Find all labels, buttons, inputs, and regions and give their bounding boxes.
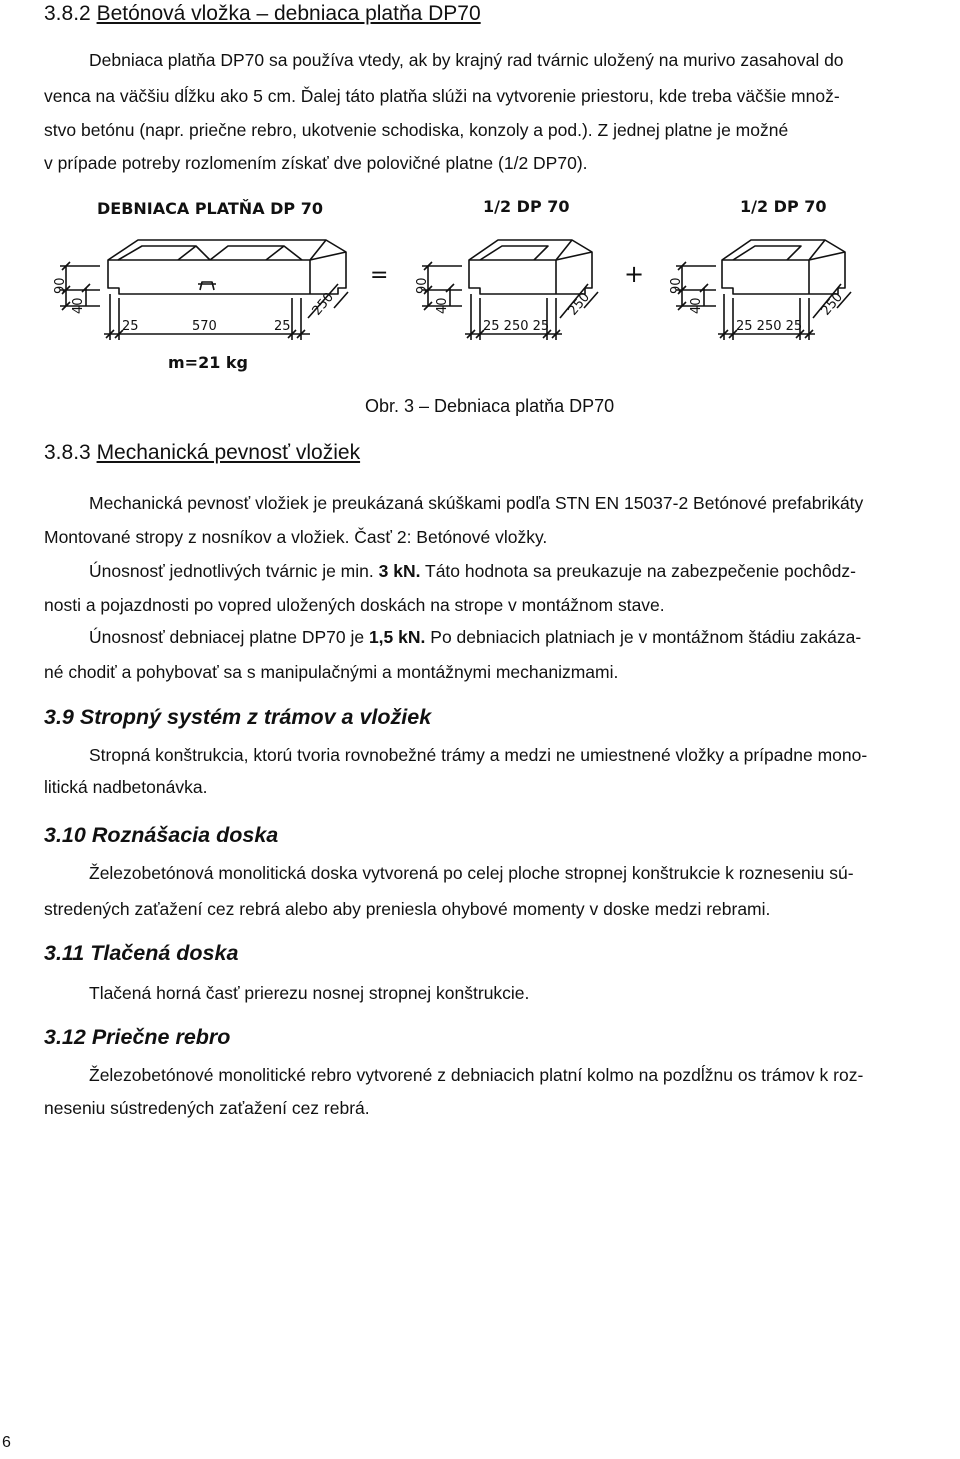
dim-bottom: 25 250 25	[736, 319, 803, 334]
paragraph-line: v prípade potreby rozlomením získať dve polovičné platne (1/2 DP70).	[44, 153, 588, 173]
page-number: 6	[2, 1434, 11, 1451]
paragraph-line: Železobetónová monolitická doska vytvorená po celej ploche stropnej konštrukcie k rozneseniu sú-	[89, 863, 854, 883]
paragraph-line	[89, 621, 861, 654]
dim-width: 250	[309, 289, 338, 319]
paragraph-line: Debniaca platňa DP70 sa používa vtedy, ak by krajný rad tvárnic uložený na murivo zasahoval do	[89, 50, 844, 70]
section-heading-3-10: 3.10 Roznášacia doska	[44, 823, 279, 847]
figure-title-half-1: 1/2 DP 70	[483, 197, 570, 216]
paragraph-line: nosti a pojazdnosti po vopred uložených doskách na strope v montážnom stave.	[44, 595, 665, 615]
text-run: Po debniacich platniach je v montážnom štádiu zakáza-	[430, 627, 862, 647]
paragraph-line: Tlačená horná časť prierezu nosnej stropnej konštrukcie.	[89, 983, 530, 1003]
plus-sign: +	[624, 260, 645, 288]
section-heading-3-11: 3.11 Tlačená doska	[44, 941, 239, 965]
paragraph-line: Mechanická pevnosť vložiek je preukázaná skúškami podľa STN EN 15037-2 Betónové prefabrikáty	[89, 493, 864, 513]
mass-label: m=21 kg	[168, 353, 249, 372]
paragraph-line: stredených zaťažení cez rebrá alebo aby preniesla ohybové momenty v doske medzi rebrami.	[44, 899, 771, 919]
figure-caption: Obr. 3 – Debniaca platňa DP70	[365, 396, 615, 416]
dim-width: 250	[818, 289, 847, 319]
text-run: Únosnosť jednotlivých tvárnic je min.	[89, 561, 374, 581]
text-run: Únosnosť debniacej platne DP70 je	[89, 627, 365, 647]
dim-height: 90	[669, 277, 684, 294]
paragraph-line: né chodiť a pohybovať sa s manipulačnými a montážnymi mechanizmami.	[44, 662, 619, 682]
text-run: Táto hodnota sa preukazuje na zabezpečenie pochôdz-	[425, 561, 856, 581]
figure-title-full: DEBNIACA PLATŇA DP 70	[97, 199, 323, 218]
dim-bottom: 25 250 25	[483, 319, 550, 334]
section-heading-3-8-3	[44, 441, 360, 465]
dim-height: 90	[53, 277, 68, 294]
paragraph-line: litická nadbetonávka.	[44, 777, 208, 797]
dim-bottom-3: 25	[274, 319, 291, 334]
dim-bottom-1: 25	[122, 319, 139, 334]
text-run-bold: 1,5 kN.	[368, 627, 426, 647]
dim-height: 90	[415, 277, 430, 294]
section-heading-3-9: 3.9 Stropný systém z trámov a vložiek	[44, 705, 432, 729]
dim-width: 250	[565, 289, 594, 319]
figure-title-half-2: 1/2 DP 70	[740, 197, 827, 216]
section-title: Betónová vložka – debniaca platňa DP70	[96, 2, 481, 25]
paragraph-line: Železobetónové monolitické rebro vytvorené z debniacich platní kolmo na pozdĺžnu os trámov k roz-	[89, 1065, 864, 1085]
dim-height-2: 40	[689, 297, 704, 314]
equals-sign: =	[370, 263, 389, 288]
dim-height-2: 40	[435, 297, 450, 314]
text-run-bold: 3 kN.	[378, 561, 421, 581]
section-number: 3.8.2	[44, 2, 91, 25]
section-heading-3-8-2	[44, 2, 481, 26]
paragraph-line: Stropná konštrukcia, ktorú tvoria rovnobežné trámy a medzi ne umiestnené vložky a prípadne mono-	[89, 745, 868, 765]
section-heading-3-12: 3.12 Priečne rebro	[44, 1025, 231, 1049]
dim-height-2: 40	[71, 297, 86, 314]
section-title: Mechanická pevnosť vložiek	[96, 441, 361, 464]
paragraph-line	[89, 555, 856, 588]
paragraph-line: stvo betónu (napr. priečne rebro, ukotvenie schodiska, konzoly a pod.). Z jednej platne je možné	[44, 120, 789, 140]
paragraph-line: venca na väčšiu dĺžku ako 5 cm. Ďalej táto platňa slúži na vytvorenie priestoru, kde treba väčšie množ-	[44, 86, 840, 106]
paragraph-line: neseniu sústredených zaťažení cez rebrá.	[44, 1098, 370, 1118]
figure-debniaca-platna	[0, 190, 960, 390]
paragraph-line: Montované stropy z nosníkov a vložiek. Časť 2: Betónové vložky.	[44, 527, 548, 547]
section-number: 3.8.3	[44, 441, 91, 464]
dim-bottom-2: 570	[192, 319, 217, 334]
